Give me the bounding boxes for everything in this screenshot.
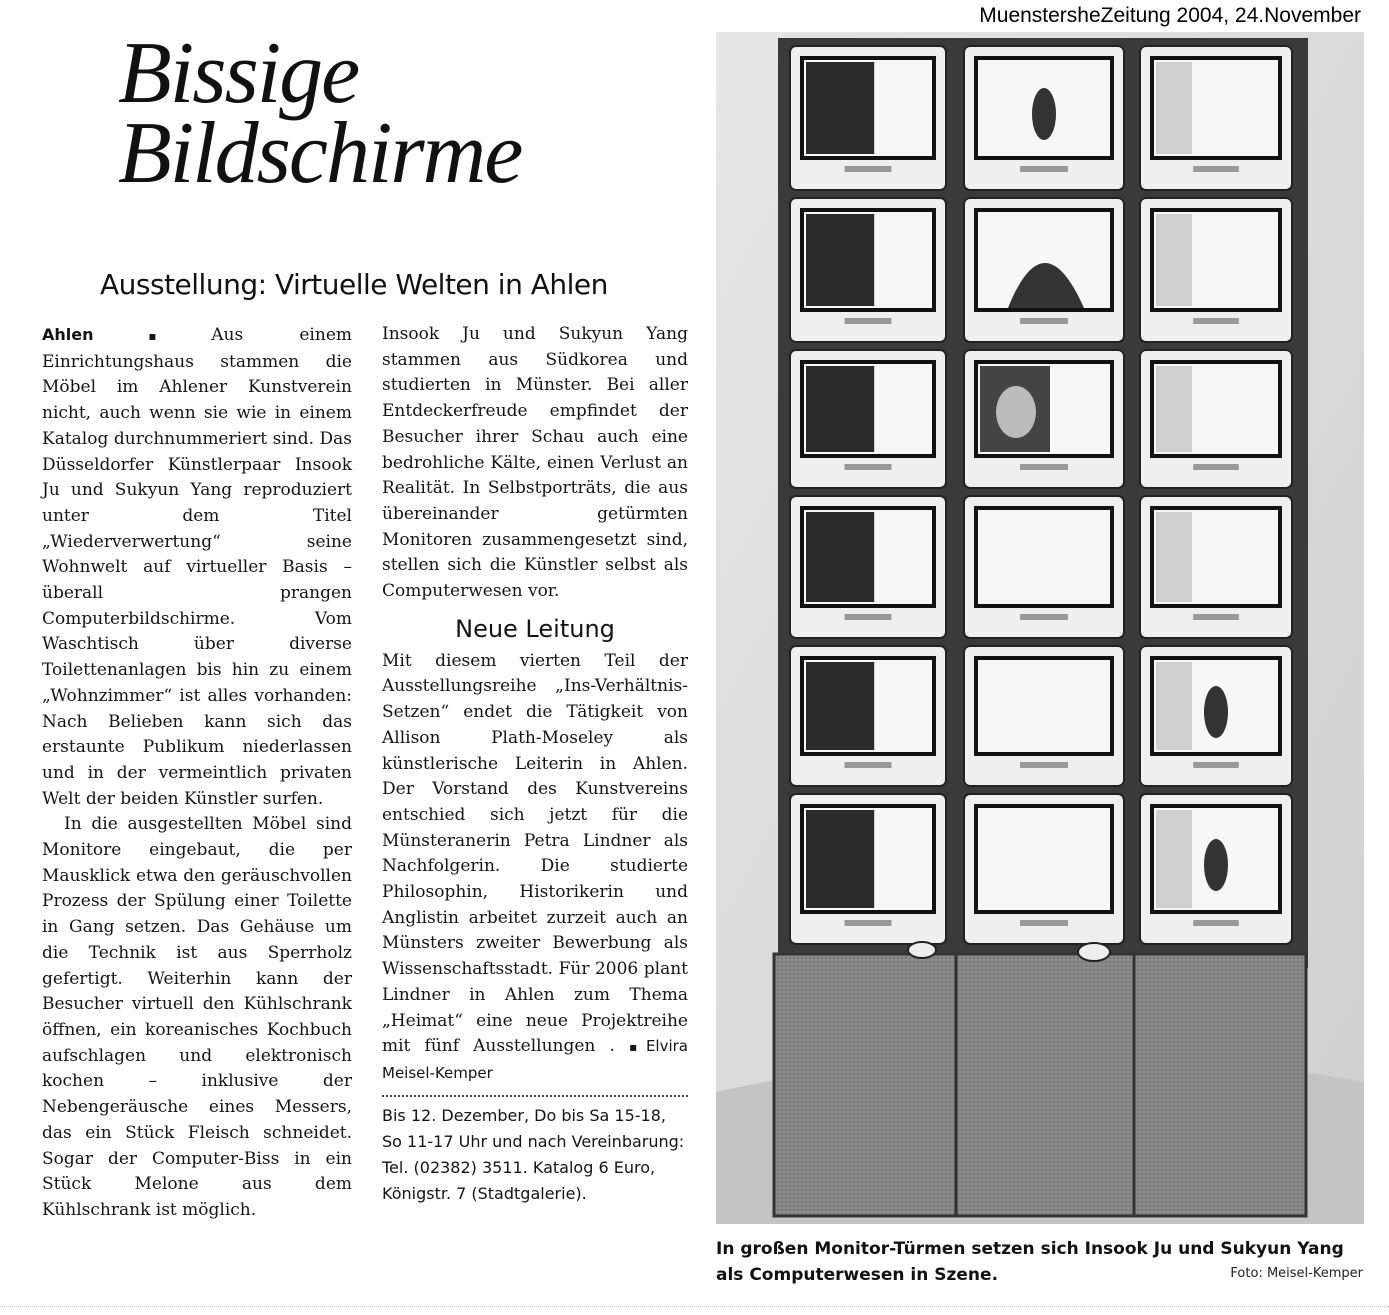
screen-light-panel xyxy=(1156,810,1192,908)
computer-mouse xyxy=(1078,943,1110,961)
screen-light-panel xyxy=(1156,512,1192,602)
monitor-vent xyxy=(1193,614,1239,620)
monitor-vent xyxy=(845,318,892,324)
crt-monitor xyxy=(964,198,1124,342)
monitor-vent xyxy=(845,464,892,470)
crt-monitor xyxy=(1140,496,1292,638)
body-part-figure xyxy=(1032,88,1056,140)
monitor-screen xyxy=(976,658,1112,754)
monitor-vent xyxy=(845,920,892,926)
crt-monitor xyxy=(790,350,946,488)
screen-dark-panel xyxy=(806,214,874,306)
cabinet-right xyxy=(1134,954,1306,1216)
monitor-vent xyxy=(845,614,892,620)
monitor-vent xyxy=(1020,166,1068,172)
crt-monitor xyxy=(964,496,1124,638)
portrait-face xyxy=(996,386,1036,438)
crt-monitor xyxy=(1140,350,1292,488)
body-part-figure xyxy=(1204,839,1228,891)
monitor-vent xyxy=(1193,920,1239,926)
paragraph-text: Mit diesem vierten Teil der Ausstellungsreihe „Ins-Verhältnis-Setzen“ endet die Tätigkeit von Allison Plath-Moseley als künstlerische Leiterin in Ahlen. Der Vorstand des Kunstvereins entschied sich jetzt für die Münsteranerin Petra Lindner als Nachfolgerin. Die studierte Philosophin, Historikerin und Anglistin arbeitet zurzeit auch an Münsters zweiter Bewerbung als Wissenschaftsstadt. Für 2006 plant Lindner in Ahlen zum Thema „Heimat“ eine neue Projektreihe mit fünf Ausstellungen . xyxy=(382,650,688,1057)
paragraph xyxy=(382,649,688,1087)
monitor-vent xyxy=(845,166,892,172)
crt-monitor xyxy=(964,794,1124,944)
monitor-vent xyxy=(1193,318,1239,324)
monitor-vent xyxy=(1193,762,1239,768)
photo-credit: Foto: Meisel-Kemper xyxy=(1230,1266,1363,1281)
monitor-vent xyxy=(1020,318,1068,324)
photo-caption: In großen Monitor-Türmen setzen sich Insook Ju und Sukyun Yang als Computerwesen in Szene. xyxy=(716,1239,1344,1285)
screen-dark-panel xyxy=(806,662,874,750)
monitor-vent xyxy=(845,762,892,768)
monitor-vent xyxy=(1020,464,1068,470)
exhibition-photo xyxy=(716,32,1364,1224)
crt-monitor xyxy=(1140,46,1292,190)
crt-monitor xyxy=(790,794,946,944)
screen-dark-panel xyxy=(806,366,874,452)
crt-monitor xyxy=(790,46,946,190)
screen-light-panel xyxy=(1156,662,1192,750)
headline-line-2: Bildschirme xyxy=(118,105,522,202)
monitor-screen xyxy=(976,508,1112,606)
screen-dark-panel xyxy=(806,62,874,154)
crt-monitor xyxy=(1140,646,1292,786)
monitor-tower-illustration xyxy=(716,32,1364,1224)
scan-edge xyxy=(0,1306,1389,1309)
paragraph-text: Aus einem Einrichtungshaus stammen die Möbel im Ahlener Kunstverein nicht, auch wenn sie wie in einem Katalog durchnummeriert sind. Das Düsseldorfer Künstlerpaar Insook Ju und Sukyun Yang reproduziert unter dem Titel „Wiederverwertung“ seine Wohnwelt auf virtueller Basis – überall prangen Computerbildschirme. Vom Waschtisch über diverse Toilettenanlagen bis hin zu einem „Wohnzimmer“ ist alles vorhanden: Nach Belieben kann sich das erstaunte Publikum niederlassen und in der vermeintlich privaten Welt der beiden Künstler surfen. xyxy=(42,325,352,809)
paragraph: Insook Ju und Sukyun Yang stammen aus Südkorea und studierten in Münster. Bei aller Entdeckerfreude empfindet der Besucher ihrer Schau auch eine bedrohliche Kälte, einen Verlust an Realität. In Selbstporträts, die aus übereinander getürmten Monitoren zusammengesetzt sind, stellen sich die Künstler selbst als Computerwesen vor. xyxy=(382,324,688,602)
article-column-2 xyxy=(382,322,688,1207)
source-line: MuenstersheZeitung 2004, 24.November xyxy=(979,4,1361,27)
body-part-figure xyxy=(1204,686,1228,738)
monitor-screen xyxy=(976,806,1112,912)
article-column-1 xyxy=(42,322,352,1224)
section-heading: Neue Leitung xyxy=(455,614,615,643)
headline xyxy=(118,25,718,202)
divider xyxy=(382,1095,688,1097)
cabinet-middle xyxy=(956,954,1134,1216)
crt-monitor xyxy=(1140,198,1292,342)
crt-monitor xyxy=(790,646,946,786)
screen-light-panel xyxy=(1156,366,1192,452)
headline-line-1: Bissige xyxy=(118,25,359,122)
monitor-vent xyxy=(1020,762,1068,768)
crt-monitor xyxy=(964,46,1124,190)
monitor-vent xyxy=(1020,920,1068,926)
paragraph xyxy=(42,322,352,812)
screen-light-panel xyxy=(1156,214,1192,306)
screen-light-panel xyxy=(1156,62,1192,154)
monitor-grid xyxy=(790,46,1292,944)
monitor-vent xyxy=(1020,614,1068,620)
crt-monitor xyxy=(790,198,946,342)
paragraph: In die ausgestellten Möbel sind Monitore eingebaut, die per Mausklick etwa den geräuschvollen Prozess der Spülung einer Toilette in Gang setzen. Das Gehäuse um die Technik ist aus Sperrholz gefertigt. Weiterhin kann der Besucher virtuell den Kühlschrank öffnen, ein koreanisches Kochbuch aufschlagen und elektronisch kochen – inklusive der Nebengeräusche eines Messers, das ein Stück Fleisch schneidet. Sogar der Computer-Biss in ein Stück Melone aus dem Kühlschrank ist möglich. xyxy=(42,814,352,1220)
crt-monitor xyxy=(790,496,946,638)
crt-monitor xyxy=(1140,794,1292,944)
exhibition-info: Bis 12. Dezember, Do bis Sa 15-18, So 11-17 Uhr und nach Vereinbarung: Tel. (02382) 3511. Katalog 6 Euro, Königstr. 7 (Stadtgalerie). xyxy=(382,1105,685,1203)
cabinet-left xyxy=(774,954,956,1216)
computer-mouse xyxy=(908,942,936,958)
screen-dark-panel xyxy=(806,810,874,908)
screen-dark-panel xyxy=(806,512,874,602)
dateline: Ahlen ▪ xyxy=(42,325,207,344)
subheadline: Ausstellung: Virtuelle Welten in Ahlen xyxy=(100,268,608,301)
author-byline: ▪ Elvira Meisel-Kemper xyxy=(382,1037,688,1082)
monitor-vent xyxy=(1193,464,1239,470)
monitor-vent xyxy=(1193,166,1239,172)
crt-monitor xyxy=(964,350,1124,488)
crt-monitor xyxy=(964,646,1124,786)
